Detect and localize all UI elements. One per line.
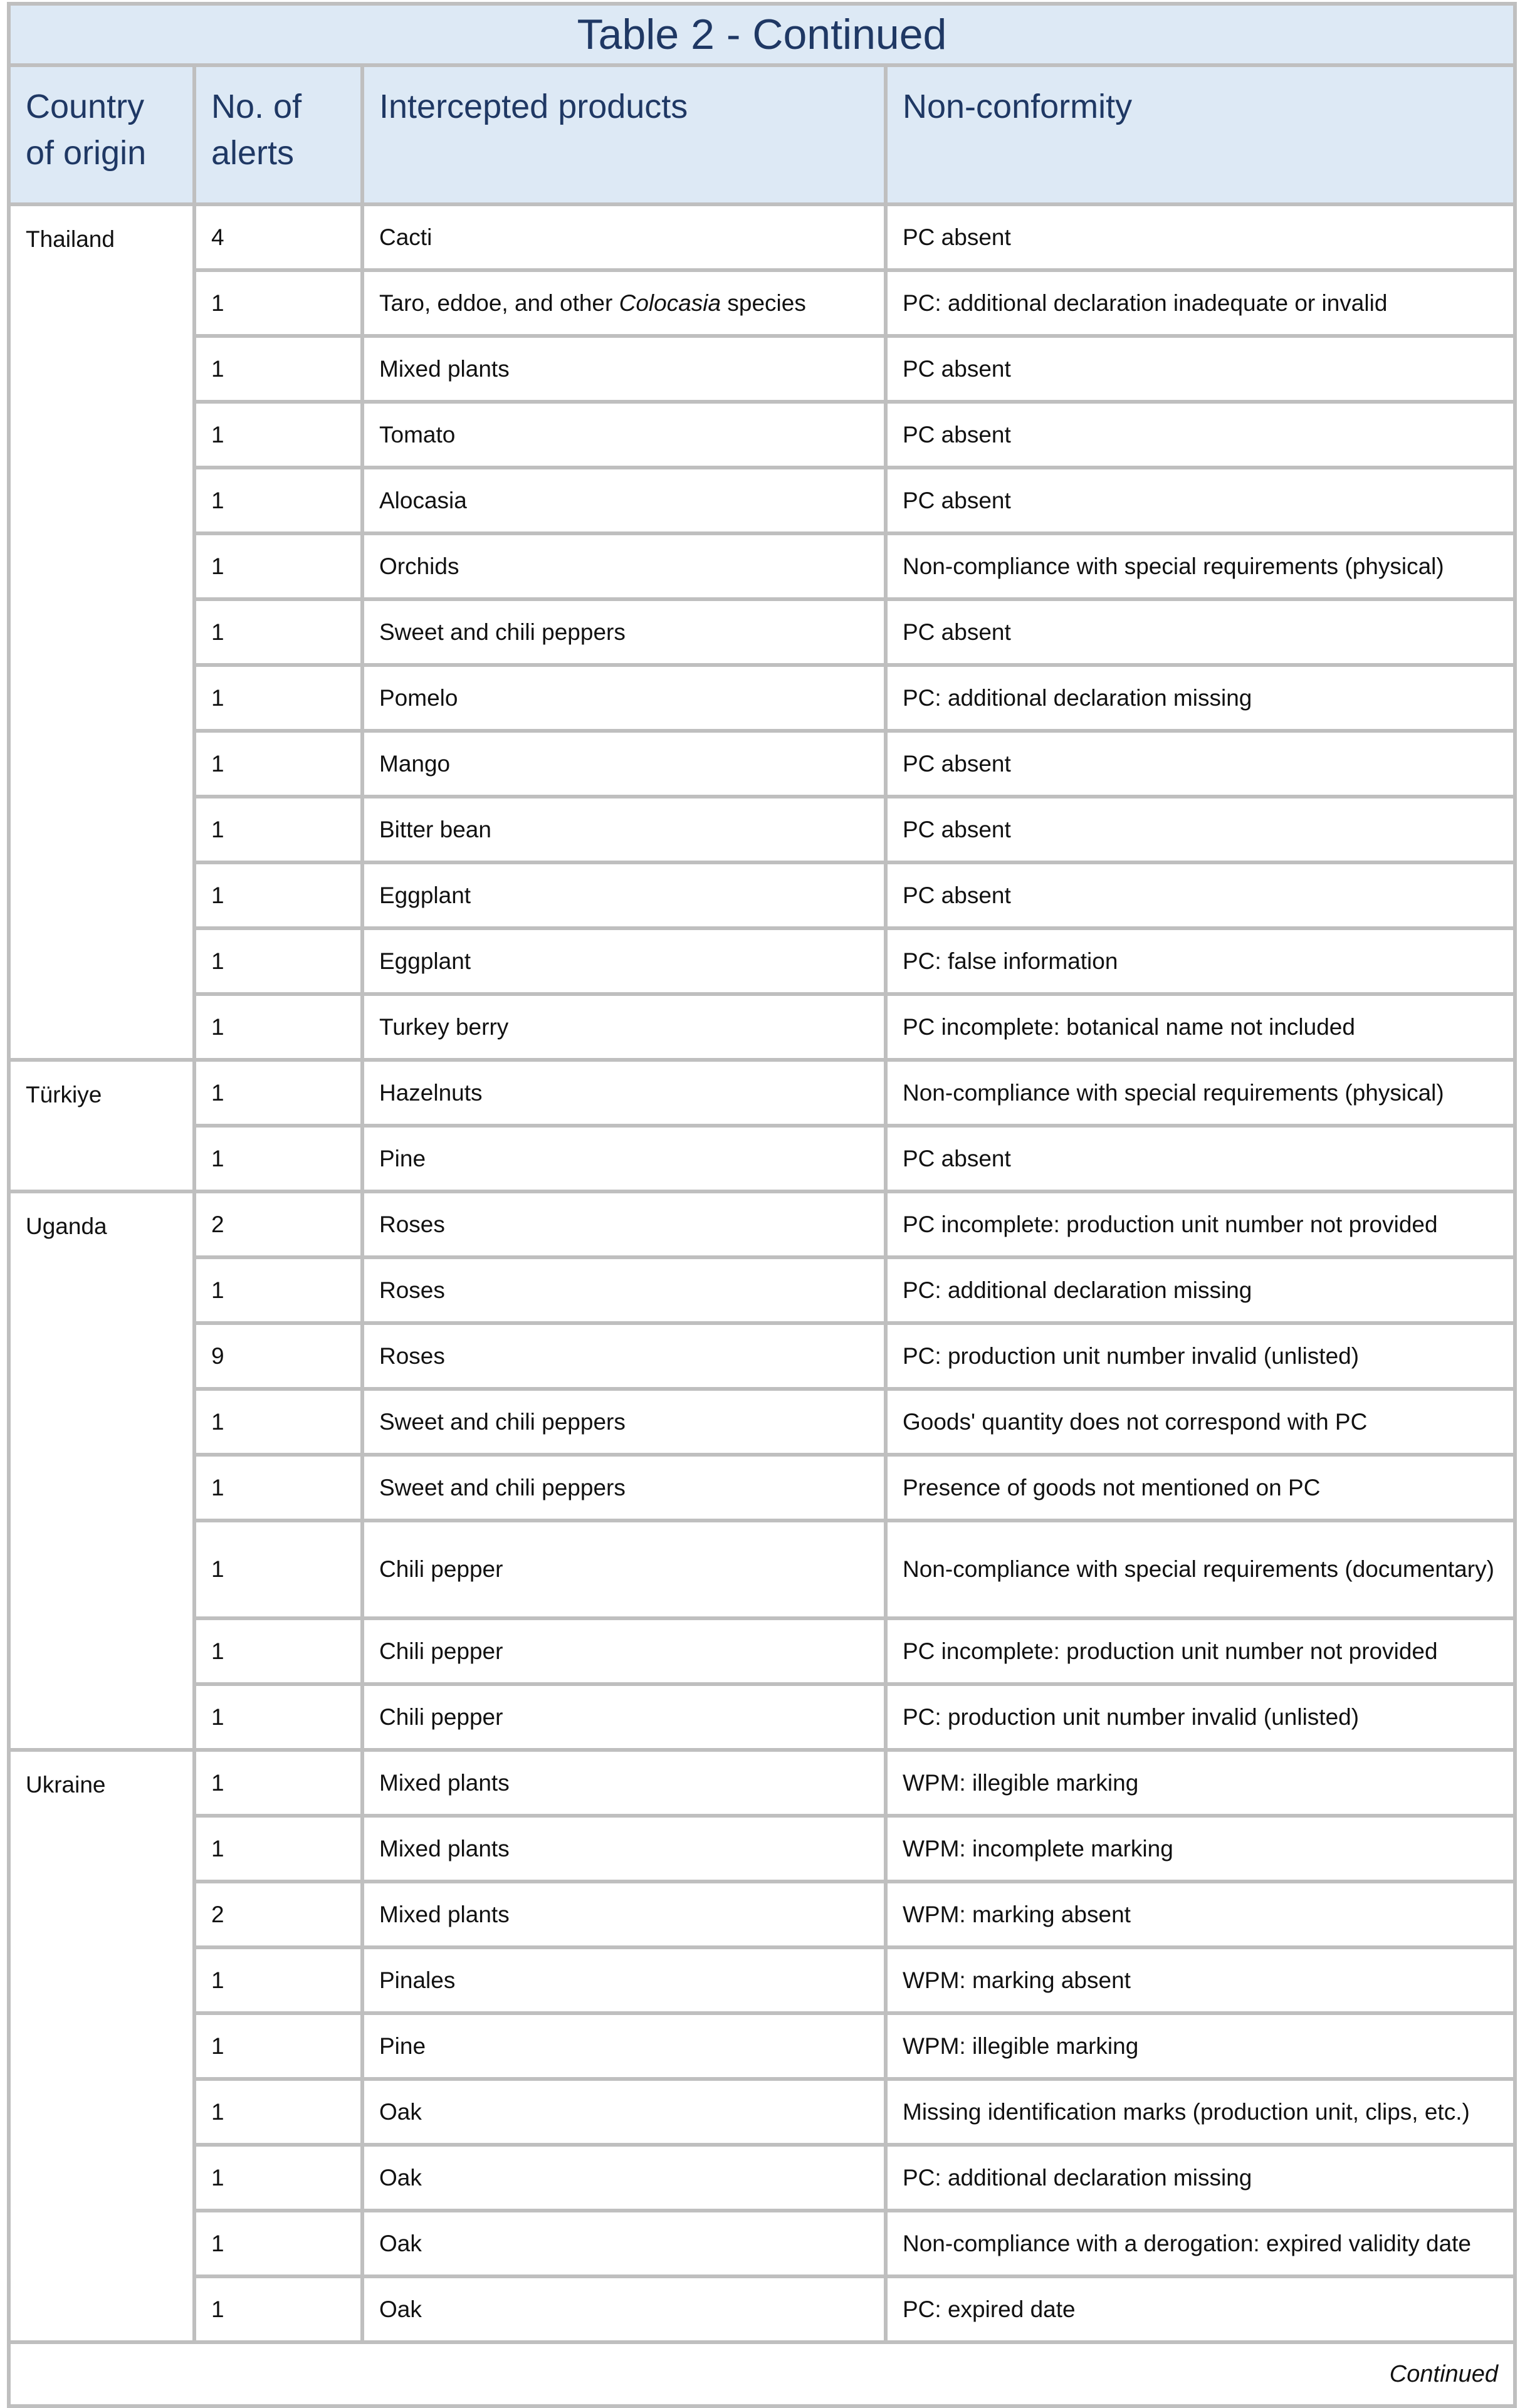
alerts-cell: 1 [194, 1947, 362, 2013]
alerts-cell: 1 [194, 402, 362, 468]
product-cell: Mango [362, 731, 886, 797]
product-cell: Sweet and chili peppers [362, 1455, 886, 1521]
table-row [9, 994, 1515, 1060]
product-cell: Oak [362, 2079, 886, 2145]
alerts-cell: 1 [194, 1389, 362, 1455]
product-cell: Hazelnuts [362, 1060, 886, 1126]
product-text: species [721, 290, 806, 316]
continued-note: Continued [9, 2342, 1515, 2406]
country-cell: Türkiye [9, 1060, 194, 1191]
product-cell: Mixed plants [362, 1882, 886, 1947]
alerts-cell: 1 [194, 533, 362, 599]
product-cell: Roses [362, 1257, 886, 1323]
title-row [9, 4, 1515, 65]
product-cell: Chili pepper [362, 1521, 886, 1618]
nonconformity-cell: PC: production unit number invalid (unlisted) [886, 1684, 1515, 1750]
header-alerts: No. of alerts [194, 65, 362, 204]
nonconformity-cell: PC absent [886, 468, 1515, 533]
alerts-cell: 1 [194, 2079, 362, 2145]
alerts-cell: 1 [194, 994, 362, 1060]
table-row [9, 599, 1515, 665]
product-genus-italic: Colocasia [619, 290, 721, 316]
product-cell: Chili pepper [362, 1684, 886, 1750]
product-text: Taro, eddoe, and other [379, 290, 619, 316]
table-row [9, 1060, 1515, 1126]
nonconformity-cell: PC incomplete: botanical name not included [886, 994, 1515, 1060]
alerts-cell: 1 [194, 1816, 362, 1882]
product-cell: Sweet and chili peppers [362, 599, 886, 665]
header-nonconformity: Non-conformity [886, 65, 1515, 204]
alerts-cell: 1 [194, 599, 362, 665]
table-row [9, 1257, 1515, 1323]
table-row [9, 336, 1515, 402]
table-row [9, 1455, 1515, 1521]
product-cell: Pinales [362, 1947, 886, 2013]
table-row [9, 1191, 1515, 1257]
country-cell: Thailand [9, 204, 194, 1060]
product-cell: Roses [362, 1323, 886, 1389]
product-cell: Orchids [362, 533, 886, 599]
country-cell: Ukraine [9, 1750, 194, 2342]
nonconformity-cell: WPM: illegible marking [886, 2013, 1515, 2079]
nonconformity-cell: Non-compliance with special requirements (documentary) [886, 1521, 1515, 1618]
product-cell: Oak [362, 2145, 886, 2211]
table-row [9, 1684, 1515, 1750]
table-row [9, 2145, 1515, 2211]
alerts-cell: 1 [194, 1060, 362, 1126]
table-row [9, 468, 1515, 533]
table-row [9, 928, 1515, 994]
product-cell [362, 270, 886, 336]
header-row [9, 65, 1515, 204]
nonconformity-cell: PC absent [886, 1126, 1515, 1191]
table-row [9, 731, 1515, 797]
product-cell: Tomato [362, 402, 886, 468]
alerts-cell: 1 [194, 1684, 362, 1750]
country-cell: Uganda [9, 1191, 194, 1750]
alerts-cell: 1 [194, 1618, 362, 1684]
product-cell: Chili pepper [362, 1618, 886, 1684]
table-row [9, 665, 1515, 731]
product-cell: Cacti [362, 204, 886, 270]
product-cell: Pomelo [362, 665, 886, 731]
table-row [9, 1521, 1515, 1618]
table-row [9, 2013, 1515, 2079]
alerts-cell: 1 [194, 1455, 362, 1521]
table-row [9, 533, 1515, 599]
alerts-cell: 1 [194, 928, 362, 994]
nonconformity-cell: WPM: marking absent [886, 1947, 1515, 2013]
nonconformity-cell: PC absent [886, 862, 1515, 928]
header-products: Intercepted products [362, 65, 886, 204]
product-cell: Eggplant [362, 928, 886, 994]
product-cell: Eggplant [362, 862, 886, 928]
header-country: Country of origin [9, 65, 194, 204]
nonconformity-cell: Goods' quantity does not correspond with PC [886, 1389, 1515, 1455]
table-row [9, 1389, 1515, 1455]
nonconformity-cell: PC absent [886, 599, 1515, 665]
alerts-cell: 1 [194, 731, 362, 797]
nonconformity-cell: Non-compliance with special requirements (physical) [886, 1060, 1515, 1126]
alerts-cell: 1 [194, 665, 362, 731]
nonconformity-cell: PC absent [886, 402, 1515, 468]
alerts-cell: 1 [194, 2211, 362, 2276]
table-row [9, 1323, 1515, 1389]
table-body [9, 204, 1515, 2342]
alerts-cell: 1 [194, 797, 362, 862]
alerts-cell: 1 [194, 270, 362, 336]
nonconformity-cell: PC: additional declaration missing [886, 2145, 1515, 2211]
table-row [9, 2079, 1515, 2145]
table-row [9, 862, 1515, 928]
product-cell: Mixed plants [362, 1750, 886, 1816]
table-row [9, 2276, 1515, 2342]
alerts-cell: 9 [194, 1323, 362, 1389]
table-row [9, 1882, 1515, 1947]
table-title: Table 2 - Continued [9, 4, 1515, 65]
alerts-cell: 1 [194, 1257, 362, 1323]
alerts-cell: 1 [194, 2276, 362, 2342]
product-cell: Alocasia [362, 468, 886, 533]
table-row [9, 797, 1515, 862]
nonconformity-cell: PC incomplete: production unit number not provided [886, 1618, 1515, 1684]
table-row [9, 204, 1515, 270]
nonconformity-cell: Presence of goods not mentioned on PC [886, 1455, 1515, 1521]
alerts-cell: 1 [194, 468, 362, 533]
nonconformity-cell: Non-compliance with a derogation: expired validity date [886, 2211, 1515, 2276]
alerts-cell: 1 [194, 1521, 362, 1618]
table-container [7, 2, 1513, 2408]
nonconformity-cell: PC: additional declaration inadequate or invalid [886, 270, 1515, 336]
nonconformity-cell: PC: additional declaration missing [886, 1257, 1515, 1323]
nonconformity-cell: PC absent [886, 731, 1515, 797]
alerts-cell: 1 [194, 1750, 362, 1816]
table-row [9, 2211, 1515, 2276]
product-cell: Turkey berry [362, 994, 886, 1060]
alerts-cell: 1 [194, 862, 362, 928]
alerts-cell: 1 [194, 336, 362, 402]
product-cell: Mixed plants [362, 1816, 886, 1882]
nonconformity-cell: WPM: illegible marking [886, 1750, 1515, 1816]
product-cell: Mixed plants [362, 336, 886, 402]
table-row [9, 270, 1515, 336]
footer-row [9, 2342, 1515, 2406]
table-row [9, 402, 1515, 468]
nonconformity-cell: WPM: incomplete marking [886, 1816, 1515, 1882]
nonconformity-cell: PC: expired date [886, 2276, 1515, 2342]
nonconformity-cell: PC: production unit number invalid (unlisted) [886, 1323, 1515, 1389]
nonconformity-cell: PC absent [886, 797, 1515, 862]
product-cell: Pine [362, 1126, 886, 1191]
nonconformity-cell: PC: false information [886, 928, 1515, 994]
alerts-cell: 1 [194, 1126, 362, 1191]
alerts-cell: 2 [194, 1882, 362, 1947]
table-row [9, 1816, 1515, 1882]
product-cell: Oak [362, 2211, 886, 2276]
product-cell: Sweet and chili peppers [362, 1389, 886, 1455]
alerts-cell: 1 [194, 2013, 362, 2079]
table-row [9, 1126, 1515, 1191]
nonconformity-cell: PC absent [886, 336, 1515, 402]
nonconformity-cell: Missing identification marks (production unit, clips, etc.) [886, 2079, 1515, 2145]
nonconformity-cell: WPM: marking absent [886, 1882, 1515, 1947]
alerts-cell: 2 [194, 1191, 362, 1257]
table-row [9, 1618, 1515, 1684]
table-row [9, 1750, 1515, 1816]
alerts-table [7, 2, 1517, 2408]
table-row [9, 1947, 1515, 2013]
nonconformity-cell: PC: additional declaration missing [886, 665, 1515, 731]
product-cell: Bitter bean [362, 797, 886, 862]
nonconformity-cell: PC absent [886, 204, 1515, 270]
alerts-cell: 1 [194, 2145, 362, 2211]
nonconformity-cell: PC incomplete: production unit number not provided [886, 1191, 1515, 1257]
product-cell: Oak [362, 2276, 886, 2342]
alerts-cell: 4 [194, 204, 362, 270]
product-cell: Pine [362, 2013, 886, 2079]
nonconformity-cell: Non-compliance with special requirements (physical) [886, 533, 1515, 599]
product-cell: Roses [362, 1191, 886, 1257]
